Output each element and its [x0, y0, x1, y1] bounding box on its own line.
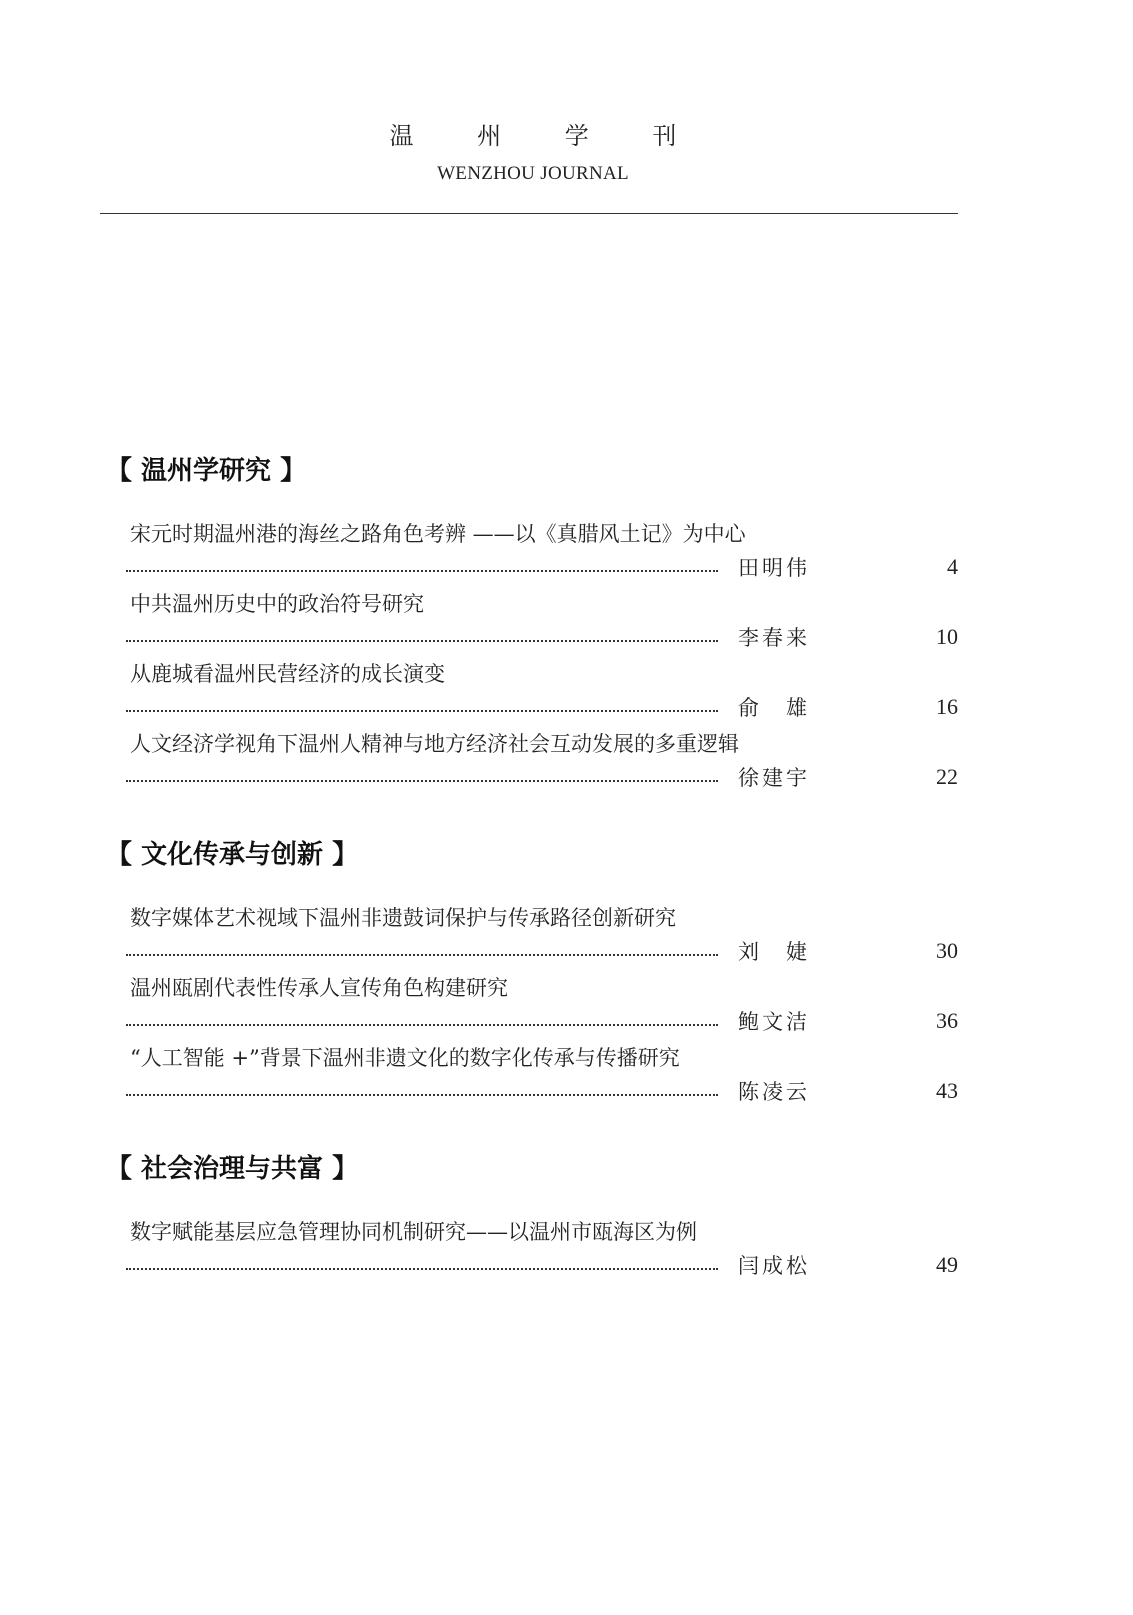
entry-author: 陈凌云 [738, 1080, 810, 1104]
section-title-social-governance: 【 社会治理与共富 】 [106, 1154, 359, 1184]
entry-author: 俞 雄 [738, 696, 810, 720]
toc-entry[interactable] [0, 1216, 1133, 1288]
toc-entry[interactable] [0, 518, 1133, 590]
entry-title: 数字媒体艺术视域下温州非遗鼓词保护与传承路径创新研究 [130, 906, 676, 930]
entry-page-number: 36 [936, 1008, 958, 1033]
entry-author: 徐建宇 [738, 766, 810, 790]
entry-page-number: 30 [936, 938, 958, 963]
entry-author: 田明伟 [738, 556, 810, 580]
entry-title: 数字赋能基层应急管理协同机制研究——以温州市瓯海区为例 [130, 1220, 697, 1244]
dot-leader [126, 710, 718, 712]
toc-entry[interactable] [0, 658, 1133, 730]
dot-leader [126, 780, 718, 782]
dot-leader [126, 954, 718, 956]
entry-page-number: 49 [936, 1252, 958, 1277]
entry-page-number: 4 [947, 554, 958, 579]
entry-title: 宋元时期温州港的海丝之路角色考辨 ——以《真腊风土记》为中心 [130, 522, 746, 546]
toc-entry[interactable] [0, 972, 1133, 1044]
entry-page-number: 43 [936, 1078, 958, 1103]
dot-leader [126, 1268, 718, 1270]
section-title-wenzhou-studies: 【 温州学研究 】 [106, 456, 307, 486]
toc-entry[interactable] [0, 902, 1133, 974]
header-rule [100, 213, 958, 214]
toc-entry[interactable] [0, 728, 1133, 800]
entry-page-number: 10 [936, 624, 958, 649]
dot-leader [126, 1024, 718, 1026]
journal-title-cn: 温 州 学 刊 [389, 122, 705, 150]
entry-title: 中共温州历史中的政治符号研究 [130, 592, 424, 616]
entry-page-number: 16 [936, 694, 958, 719]
journal-title-en: WENZHOU JOURNAL [437, 163, 629, 184]
entry-title: “人工智能 +”背景下温州非遗文化的数字化传承与传播研究 [130, 1046, 680, 1070]
entry-author: 刘 婕 [738, 940, 810, 964]
entry-title: 人文经济学视角下温州人精神与地方经济社会互动发展的多重逻辑 [130, 732, 739, 756]
dot-leader [126, 570, 718, 572]
entry-title: 从鹿城看温州民营经济的成长演变 [130, 662, 445, 686]
toc-entry[interactable] [0, 588, 1133, 660]
entry-author: 鲍文洁 [738, 1010, 810, 1034]
journal-header [0, 116, 1066, 185]
entry-author: 闫成松 [738, 1254, 810, 1278]
section-title-culture-heritage: 【 文化传承与创新 】 [106, 840, 359, 870]
entry-page-number: 22 [936, 764, 958, 789]
entry-title: 温州瓯剧代表性传承人宣传角色构建研究 [130, 976, 508, 1000]
toc-entry[interactable] [0, 1042, 1133, 1114]
entry-author: 李春来 [738, 626, 810, 650]
dot-leader [126, 640, 718, 642]
dot-leader [126, 1094, 718, 1096]
